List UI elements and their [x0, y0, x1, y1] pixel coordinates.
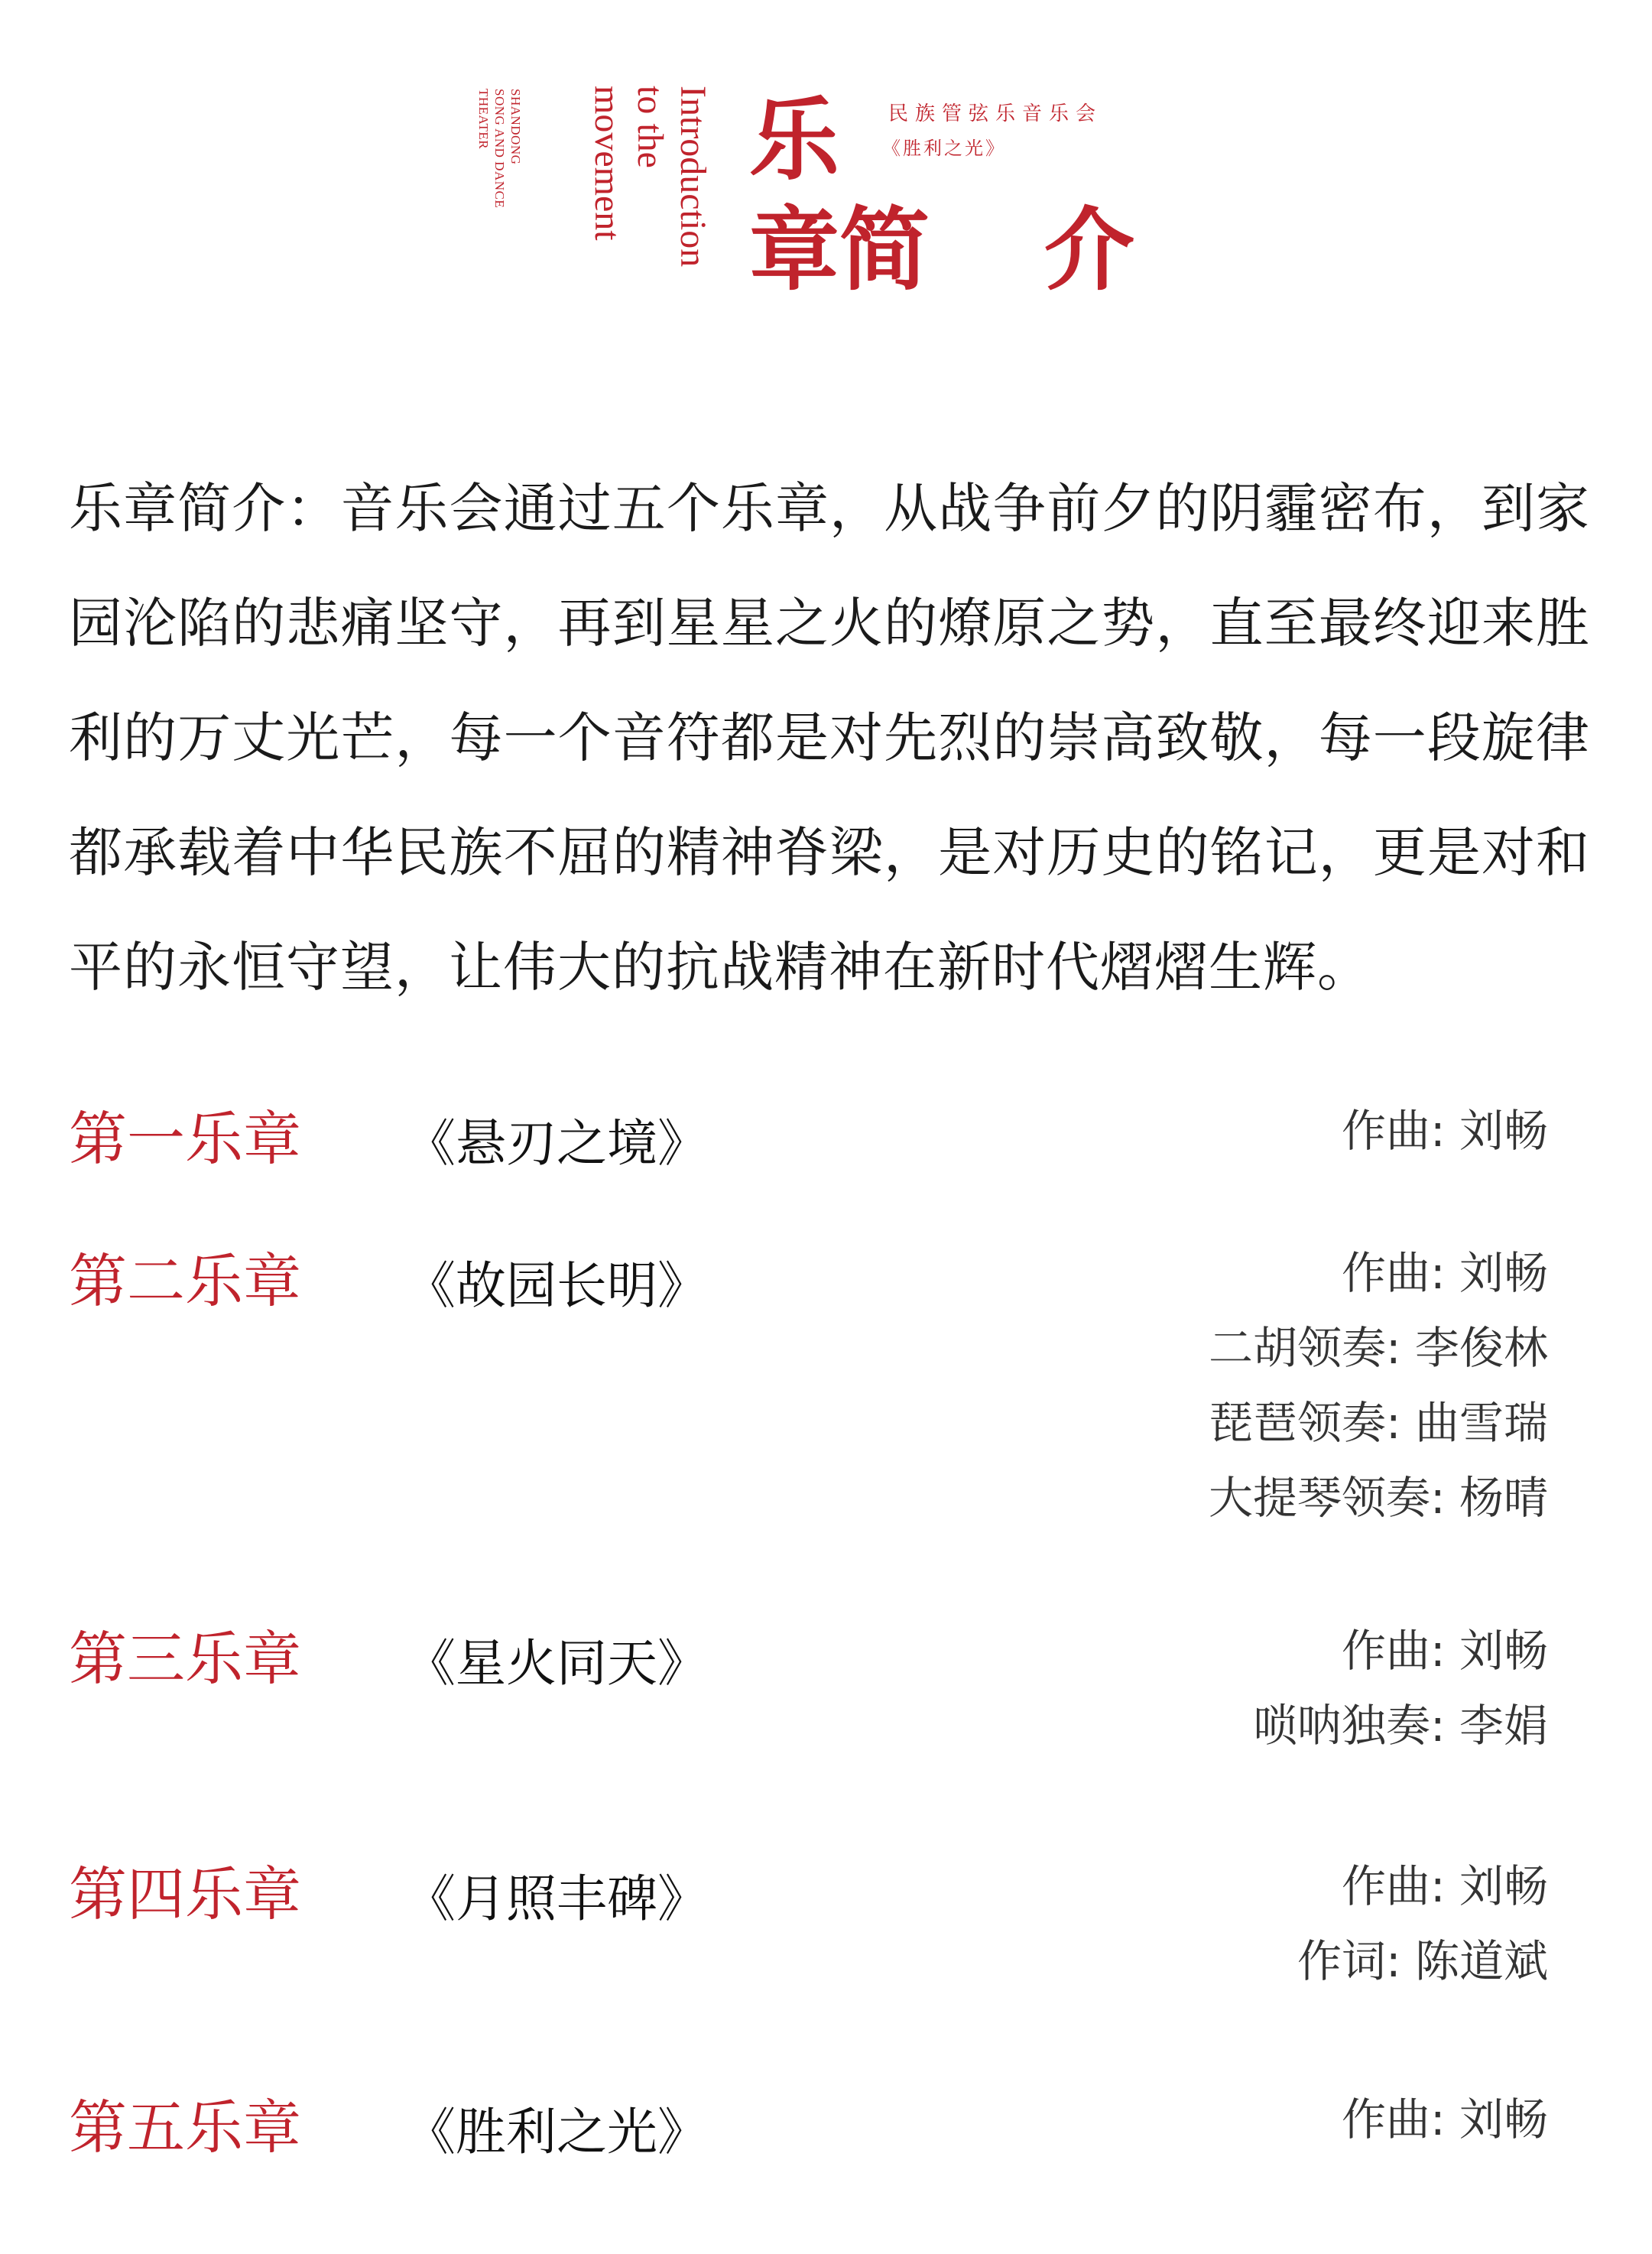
page-title-part2 — [749, 196, 1135, 303]
movement-title: 《胜利之光》 — [405, 2103, 708, 2161]
page-title-part2a: 章简 — [749, 196, 930, 303]
credit-line: 作曲: 刘畅 — [1342, 1105, 1548, 1157]
concert-name: 《胜利之光》 — [882, 138, 1006, 159]
theater-name-en: SHANDONG SONG AND DANCE THEATER — [476, 89, 523, 209]
movement-number: 第五乐章 — [69, 2093, 301, 2161]
credit-line: 作词: 陈道斌 — [1297, 1935, 1548, 1987]
credit-line: 作曲: 刘畅 — [1342, 1860, 1548, 1912]
credit-line: 二胡领奏: 李俊林 — [1209, 1322, 1548, 1374]
credit-line: 作曲: 刘畅 — [1342, 1247, 1548, 1299]
credit-line: 作曲: 刘畅 — [1342, 2093, 1548, 2145]
intro-title-en: Introduction to the movement — [587, 86, 713, 268]
movement-number: 第一乐章 — [69, 1105, 301, 1173]
credit-line: 大提琴领奏: 杨晴 — [1209, 1472, 1548, 1524]
movement-title: 《星火同天》 — [405, 1634, 708, 1693]
intro-paragraph: 乐章简介：音乐会通过五个乐章，从战争前夕的阴霾密布，到家园沦陷的悲痛坚守，再到星星之火的燎原之势，直至最终迎来胜利的万丈光芒，每一个音符都是对先烈的崇高致敬，每一段旋律都承载着中华民族不屈的精神脊梁，是对历史的铭记，更是对和平的永恒守望，让伟大的抗战精神在新时代熠熠生辉。 — [69, 477, 1590, 999]
concert-subtitle: 民族管弦乐音乐会 — [888, 102, 1103, 125]
movement-title: 《悬刃之境》 — [405, 1114, 708, 1173]
credit-line: 作曲: 刘畅 — [1342, 1625, 1548, 1677]
movement-credits — [1342, 1093, 1548, 1168]
movement-credits — [1253, 1613, 1548, 1763]
movement-number: 第四乐章 — [69, 1860, 301, 1928]
movement-number: 第二乐章 — [69, 1247, 301, 1315]
movement-number: 第三乐章 — [69, 1625, 301, 1693]
movement-title: 《月照丰碑》 — [405, 1869, 708, 1928]
movement-credits — [1209, 1236, 1548, 1535]
credit-line: 琵琶领奏: 曲雪瑞 — [1209, 1397, 1548, 1449]
movement-title: 《故园长明》 — [405, 1256, 708, 1315]
movement-credits — [1297, 1849, 1548, 1999]
page-title-part2b: 介 — [1044, 196, 1135, 303]
page-title-part1: 乐 — [749, 86, 840, 193]
movement-credits — [1342, 2082, 1548, 2157]
credit-line: 唢呐独奏: 李娟 — [1253, 1700, 1548, 1752]
